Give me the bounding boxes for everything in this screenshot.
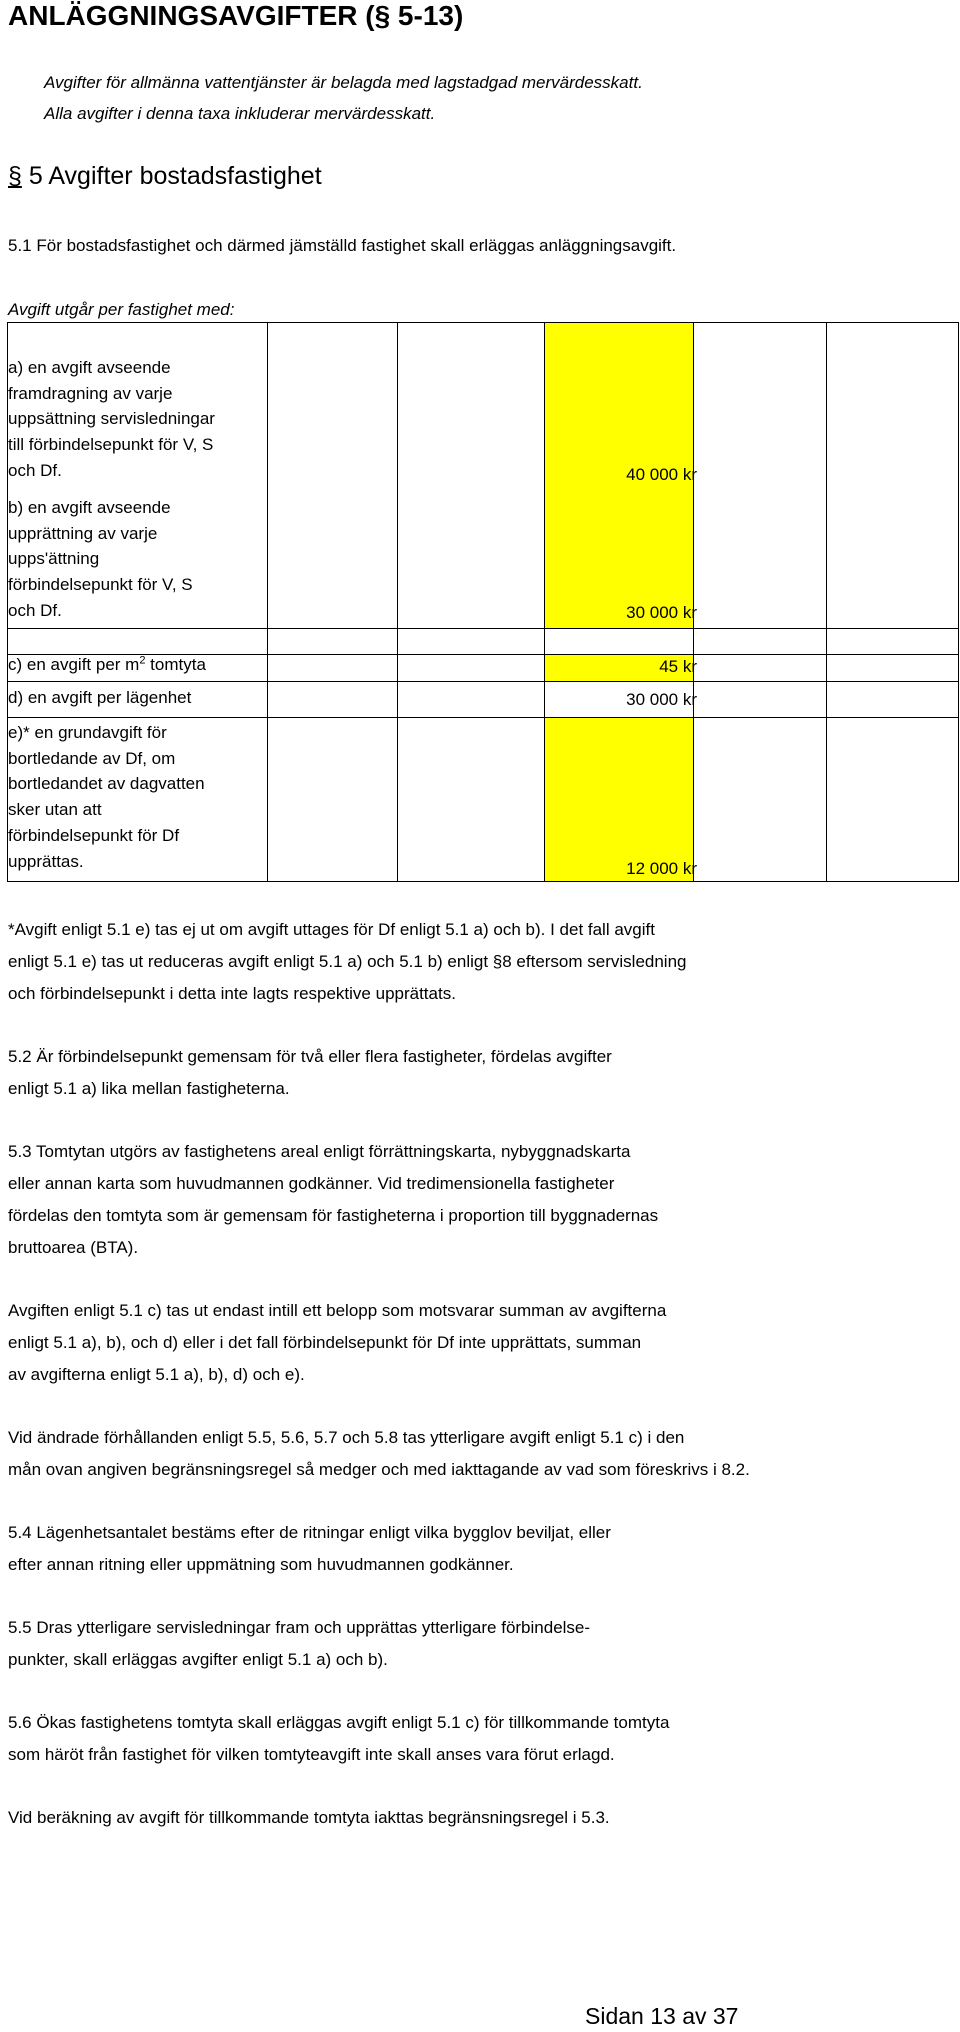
table-gridline [397,322,398,882]
fee-e-line: sker utan att [8,800,102,820]
fee-a-line: framdragning av varje [8,383,173,403]
fee-e-amount: 12 000 kr [626,859,697,878]
paragraph-changes-line: mån ovan angiven begränsningsregel så medger och med iakttagande av vad som föreskrivs i 8.2. [8,1460,750,1479]
paragraph-limit-line: Avgiften enligt 5.1 c) tas ut endast intill ett belopp som motsvarar summan av avgifterna [8,1301,667,1320]
paragraph-5-2-line: enligt 5.1 a) lika mellan fastigheterna. [8,1079,290,1098]
table-border-right [958,322,959,882]
paragraph-5-3-line: eller annan karta som huvudmannen godkänner. Vid tredimensionella fastigheter [8,1174,615,1193]
paragraph-changes-line: Vid ändrade förhållanden enligt 5.5, 5.6, 5.7 och 5.8 tas ytterligare avgift enligt 5.1 c) i den [8,1428,685,1447]
fee-c-amount: 45 kr [659,657,697,676]
fee-e-description [8,720,205,874]
paragraph-5-6-line: som häröt från fastighet för vilken tomtyteavgift inte skall anses vara förut erlagd. [8,1745,615,1764]
table-border-bottom [7,881,959,882]
table-gridline [7,717,959,718]
footnote-line: och förbindelsepunkt i detta inte lagts respektive upprättats. [8,984,456,1003]
paragraph-5-5-line: 5.5 Dras ytterligare servisledningar fram och upprättas ytterligare förbindelse- [8,1618,591,1637]
fee-a-line: uppsättning servisledningar [8,409,215,429]
fee-e-line: bortledandet av dagvatten [8,774,205,794]
fee-a-line: a) en avgift avseende [8,358,171,377]
paragraph-5-4-line: 5.4 Lägenhetsantalet bestäms efter de ritningar enligt vilka bygglov beviljat, eller [8,1523,611,1542]
fee-b-line: förbindelsepunkt för V, S [8,575,193,595]
fee-intro-label: Avgift utgår per fastighet med: [8,300,235,319]
fee-b-description [8,495,193,624]
fee-a-amount: 40 000 kr [626,465,697,484]
paragraph-5-3-line: bruttoarea (BTA). [8,1238,139,1257]
fee-d-amount: 30 000 kr [626,690,697,709]
paragraph-limit-line: enligt 5.1 a), b), och d) eller i det fall förbindelsepunkt för Df inte upprättats, summan [8,1333,642,1352]
page-title: ANLÄGGNINGSAVGIFTER (§ 5-13) [8,0,464,31]
fee-d-description: d) en avgift per lägenhet [8,688,192,707]
paragraph-5-1: 5.1 För bostadsfastighet och därmed jämställd fastighet skall erläggas anläggningsavgift. [8,236,677,255]
fee-c-description [8,652,206,678]
page-number-footer: Sidan 13 av 37 [585,2003,739,2029]
intro-line-vat: Avgifter för allmänna vattentjänster är belagda med lagstadgad mervärdesskatt. [44,73,643,92]
fee-b-amount: 30 000 kr [626,603,697,622]
table-border-top [7,322,959,323]
table-gridline [826,322,827,882]
fee-c-text-after: tomtyta [145,655,206,674]
paragraph-5-4-line: efter annan ritning eller uppmätning som huvudmannen godkänner. [8,1555,514,1574]
paragraph-5-3-line: 5.3 Tomtytan utgörs av fastighetens areal enligt förrättningskarta, nybyggnadskarta [8,1142,631,1161]
paragraph-5-5-line: punkter, skall erläggas avgifter enligt 5.1 a) och b). [8,1650,388,1669]
section-heading [8,162,322,191]
fee-table [7,322,959,882]
table-gridline [544,322,545,882]
fee-e-line: e)* en grundavgift för [8,723,167,742]
footnote-line: enligt 5.1 e) tas ut reduceras avgift enligt 5.1 a) och 5.1 b) enligt §8 eftersom servisledning [8,952,687,971]
fee-b-line: och Df. [8,600,62,620]
section-heading-text: 5 Avgifter bostadsfastighet [21,162,322,190]
fee-b-line: b) en avgift avseende [8,498,171,517]
fee-e-line: upprättas. [8,851,84,871]
fee-a-line: och Df. [8,460,62,480]
paragraph-calc-line: Vid beräkning av avgift för tillkommande tomtyta iakttas begränsningsregel i 5.3. [8,1808,610,1827]
fee-b-line: upprättning av varje [8,523,158,543]
intro-line-included: Alla avgifter i denna taxa inkluderar mervärdesskatt. [44,104,436,123]
table-gridline [7,628,959,629]
paragraph-limit-line: av avgifterna enligt 5.1 a), b), d) och e). [8,1365,305,1384]
table-gridline [693,322,694,882]
fee-c-text: c) en avgift per m [8,655,140,674]
paragraph-5-2-line: 5.2 Är förbindelsepunkt gemensam för två eller flera fastigheter, fördelas avgifter [8,1047,612,1066]
fee-highlight-e [544,717,693,882]
fee-b-line: upps'ättning [8,549,100,569]
fee-e-line: förbindelsepunkt för Df [8,825,180,845]
fee-a-description [8,355,215,484]
paragraph-5-6-line: 5.6 Ökas fastighetens tomtyta skall erläggas avgift enligt 5.1 c) för tillkommande tomtyta [8,1713,670,1732]
table-gridline [267,322,268,882]
table-gridline [7,681,959,682]
fee-a-line: till förbindelsepunkt för V, S [8,435,214,455]
fee-e-line: bortledande av Df, om [8,748,176,768]
fee-c-superscript: 2 [139,654,146,667]
paragraph-5-3-line: fördelas den tomtyta som är gemensam för fastigheterna i proportion till byggnadernas [8,1206,659,1225]
footnote-line: *Avgift enligt 5.1 e) tas ej ut om avgift uttages för Df enligt 5.1 a) och b). I det fall avgift [8,920,655,939]
section-symbol: § [8,162,22,190]
